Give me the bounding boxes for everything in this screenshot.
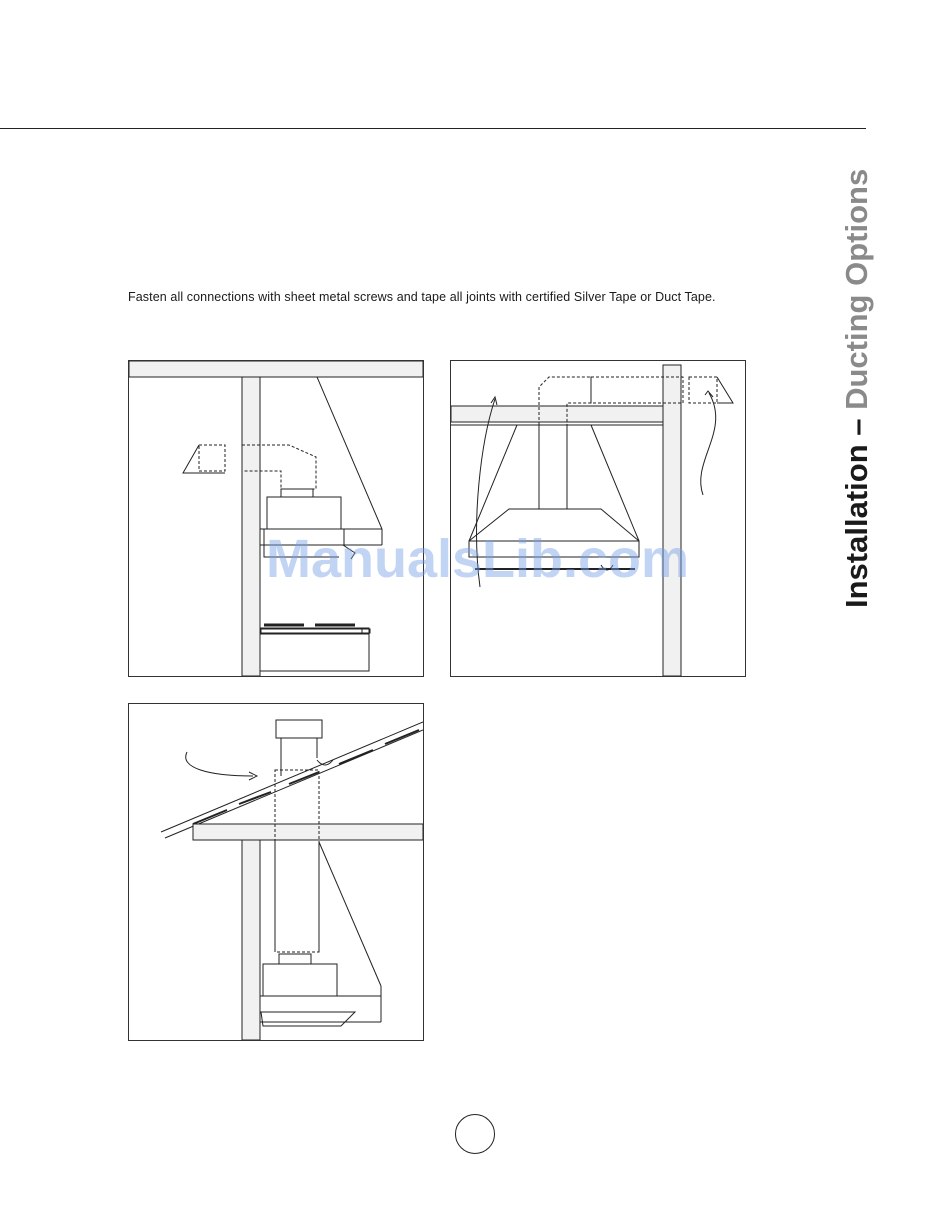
figure-roof-vent <box>128 703 424 1041</box>
section-title-secondary: Ducting Options <box>839 168 874 419</box>
island-vent-diagram <box>451 361 745 676</box>
figure-wall-vent <box>128 360 424 677</box>
intro-paragraph: Fasten all connections with sheet metal screws and tape all joints with certified Silver Tape or Duct Tape. <box>128 290 716 304</box>
wall <box>242 840 260 1040</box>
range-cooktop <box>260 629 369 671</box>
duct-path <box>275 770 319 952</box>
blower-housing <box>263 964 337 996</box>
ceiling-joist <box>451 406 663 422</box>
airflow-arrow <box>186 752 253 776</box>
section-title <box>839 168 879 608</box>
section-title-primary: Installation – <box>839 418 874 608</box>
figure-island-vent <box>450 360 746 677</box>
exterior-wall <box>663 365 681 676</box>
roof-vent-diagram <box>129 704 423 1040</box>
ceiling-beam <box>129 361 423 377</box>
airflow-arrow-right <box>701 393 716 495</box>
duct-path <box>539 377 717 509</box>
blower-housing <box>267 497 341 529</box>
header-rule <box>0 128 866 129</box>
ceiling-joist <box>193 824 423 840</box>
wall <box>242 377 260 676</box>
hood-side-line <box>317 377 382 529</box>
page-number-circle <box>455 1114 495 1154</box>
watermark: ManualsLib.com <box>266 529 690 589</box>
roof-cap <box>276 720 322 738</box>
wall-vent-diagram <box>129 361 423 676</box>
